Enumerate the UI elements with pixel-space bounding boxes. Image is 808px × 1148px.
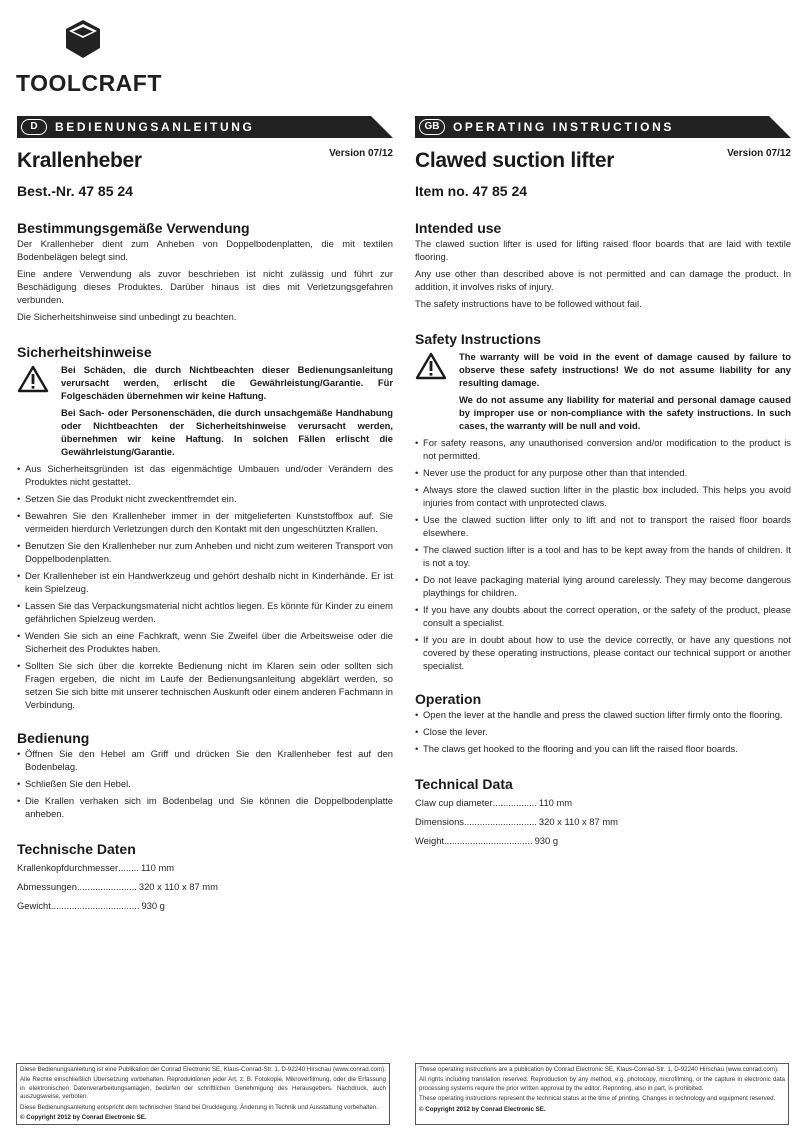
imprint-box-en — [415, 1063, 789, 1125]
product-title-de: Krallenheber — [17, 149, 142, 172]
technical-label: Gewicht — [17, 900, 51, 911]
technical-table-en — [415, 793, 618, 850]
imprint-text-en: All rights including translation reserved. Reproduction by any method, e.g. photocopy, microfilming, or the capture in electronic data processing systems require the prior written approval by the editor. Reprinting, also in part, is prohibited. — [419, 1076, 785, 1092]
technical-value: 930 g — [534, 835, 559, 846]
intended-use-paragraph-en: The safety instructions have to be followed without fail. — [415, 298, 642, 309]
imprint-text-en: These operating instructions are a publication by Conrad Electronic SE, Klaus-Conrad-Str. 1, D-92240 Hirschau (www.conrad.com). — [419, 1066, 779, 1073]
technical-row: Dimensions ............................ 320 x 110 x 87 mm — [415, 812, 565, 831]
technical-label: Weight — [415, 835, 445, 846]
brand-name: TOOLCRAFT — [16, 70, 162, 96]
warning-text-de: Bei Sach- oder Personenschäden, die durch unsachgemäße Handhabung oder Nichtbeachten der Sicherheitshinweise verursacht werden, übernehmen wir keine Haftung. In solchen Fällen erlischt die Gewährleistung/Garantie. — [61, 407, 393, 457]
list-item: • Bewahren Sie den Krallenheber immer in der mitgelieferten Kunststoffbox auf. Sie vermeiden hierdurch Verletzungen durch den Kontakt mit den ungeschützten Krallen. — [17, 509, 393, 535]
german-column — [17, 116, 393, 915]
technical-value: 110 mm — [140, 862, 175, 873]
toolcraft-logo — [16, 18, 162, 98]
banner-label-de: BEDIENUNGSANLEITUNG — [55, 120, 255, 134]
technical-value: 320 x 110 x 87 mm — [138, 881, 218, 892]
imprint-text-de: Diese Bedienungsanleitung ist eine Publikation der Conrad Electronic SE, Klaus-Conrad-Str. 1, D-92240 Hirschau (www.conrad.com). — [20, 1066, 386, 1073]
technical-row: Claw cup diameter ................. 110 mm — [415, 793, 565, 812]
list-item: • Wenden Sie sich an eine Fachkraft, wenn Sie Zweifel über die Arbeitsweise oder die Sicherheit des Produktes haben. — [17, 629, 393, 655]
imprint-text-de: Alle Rechte einschließlich Übersetzung vorbehalten. Reproduktionen jeder Art, z. B. Fotokopie, Mikroverfilmung, oder die Erfassung in elektronischen Datenverarbeitungsanlagen, bedürfen der schriftlichen Genehmigung des Herausgebers. Nachdruck, auch auszugsweise, verboten. — [20, 1076, 386, 1101]
section-banner-de — [17, 116, 393, 138]
technical-row: Gewicht .................................. 930 g — [17, 896, 167, 915]
operation-heading-en: Operation — [415, 691, 482, 707]
intended-use-paragraph-en: Any use other than described above is not permitted and can damage the product. In addition, it involves risks of injury. — [415, 268, 791, 292]
intended-use-paragraph-de: Eine andere Verwendung als zuvor beschrieben ist nicht zulässig und führt zur Beschädigung dieses Produktes. Darüber hinaus ist dies mit Verletzungsgefahren verbunden. — [17, 268, 393, 305]
copyright-en: © Copyright 2012 by Conrad Electronic SE. — [419, 1105, 546, 1113]
item-number-en: Item no. 47 85 24 — [415, 183, 528, 199]
technical-label: Claw cup diameter — [415, 797, 493, 808]
technical-row: Weight .................................. 930 g — [415, 831, 565, 850]
list-item: • The clawed suction lifter is a tool and has to be kept away from the hands of children. It is not a toy. — [415, 543, 791, 569]
language-badge-de: D — [21, 119, 47, 135]
list-item: • Sollten Sie sich über die korrekte Bedienung nicht im Klaren sein oder sollten sich Fragen ergeben, die nicht im Laufe der Bedienungsanleitung abgeklärt werden, so setzen Sie sich bitte mit unserer technischen Auskunft oder einem anderen Fachmann in Verbindung. — [17, 659, 393, 711]
imprint-text-en: These operating instructions represent the technical status at the time of printing. Changes in technology and equipment reserved. — [419, 1095, 776, 1103]
technical-table-de — [17, 858, 218, 915]
list-item: • Öffnen Sie den Hebel am Griff und drücken Sie den Krallenheber fest auf den Bodenbelag. — [17, 747, 393, 773]
list-item: • If you are in doubt about how to use the device correctly, or have any questions not covered by these operating instructions, please contact our technical support or another specialist. — [415, 633, 791, 672]
list-item: • Lassen Sie das Verpackungsmaterial nicht achtlos liegen. Es könnte für Kinder zu einem gefährlichen Spielzeug werden. — [17, 599, 393, 625]
list-item: • Der Krallenheber ist ein Handwerkzeug und gehört deshalb nicht in Kinderhände. Er ist kein Spielzeug. — [17, 569, 393, 595]
warning-block-de — [17, 363, 393, 458]
technical-heading-en: Technical Data — [415, 776, 513, 792]
list-item: • Never use the product for any purpose other than that intended. — [415, 466, 791, 479]
safety-heading-en: Safety Instructions — [415, 331, 542, 347]
version-de: Version 07/12 — [329, 148, 393, 159]
safety-list-de — [17, 462, 393, 711]
section-banner-en — [415, 116, 791, 138]
list-item: • The claws get hooked to the flooring and you can lift the raised floor boards. — [415, 742, 791, 755]
operation-heading-de: Bedienung — [17, 730, 90, 746]
item-number-de: Best.-Nr. 47 85 24 — [17, 183, 133, 199]
warning-text-en: We do not assume any liability for material and personal damage caused by improper use or non-compliance with the safety instructions. In such cases, the warranty will be null and void. — [459, 394, 791, 431]
english-column — [415, 116, 791, 850]
list-item: • Always store the clawed suction lifter in the plastic box included. This helps you avoid injuries from contact with unprotected claws. — [415, 483, 791, 509]
intended-use-paragraph-en: The clawed suction lifter is used for lifting raised floor boards that are laid with textile flooring. — [415, 238, 791, 262]
imprint-box-de — [16, 1063, 390, 1125]
intended-use-heading-en: Intended use — [415, 220, 502, 236]
warning-block-en — [415, 350, 791, 432]
imprint-text-de: Diese Bedienungsanleitung entspricht dem technischen Stand bei Drucklegung. Änderung in Technik und Ausstattung vorbehalten. — [20, 1103, 378, 1111]
banner-label-en: OPERATING INSTRUCTIONS — [453, 120, 674, 134]
technical-label: Dimensions — [415, 816, 464, 827]
version-en: Version 07/12 — [727, 148, 791, 159]
warning-triangle-icon — [17, 365, 49, 393]
language-badge-en: GB — [419, 119, 445, 135]
list-item: • Close the lever. — [415, 725, 791, 738]
warning-triangle-icon — [415, 352, 447, 380]
technical-row: Abmessungen ....................... 320 x 110 x 87 mm — [17, 877, 167, 896]
safety-list-en — [415, 436, 791, 672]
list-item: • For safety reasons, any unauthorised conversion and/or modification to the product is not permitted. — [415, 436, 791, 462]
warning-text-de: Bei Schäden, die durch Nichtbeachten dieser Bedienungsanleitung verursacht werden, erlischt die Gewährleistung/Garantie. Für Folgeschäden übernehmen wir keine Haftung. — [61, 364, 393, 401]
intended-use-paragraph-de: Der Krallenheber dient zum Anheben von Doppelbodenplatten, die mit textilen Bodenbelägen belegt sind. — [17, 238, 393, 262]
toolcraft-hexagon-icon — [62, 18, 104, 60]
list-item: • Do not leave packaging material lying around carelessly. They may become dangerous playthings for children. — [415, 573, 791, 599]
technical-value: 930 g — [141, 900, 165, 911]
list-item: • Use the clawed suction lifter only to lift and not to transport the raised floor boards elsewhere. — [415, 513, 791, 539]
list-item: • Setzen Sie das Produkt nicht zweckentfremdet ein. — [17, 492, 393, 505]
technical-label: Abmessungen — [17, 881, 77, 892]
intended-use-paragraph-de: Die Sicherheitshinweise sind unbedingt zu beachten. — [17, 311, 237, 322]
list-item: • If you have any doubts about the correct operation, or the safety of the product, please consult a specialist. — [415, 603, 791, 629]
technical-label: Krallenkopfdurchmesser — [17, 862, 119, 873]
list-item: • Die Krallen verhaken sich im Bodenbelag und Sie können die Doppelbodenplatte anheben. — [17, 794, 393, 820]
technical-value: 110 mm — [538, 797, 573, 808]
copyright-de: © Copyright 2012 by Conrad Electronic SE. — [20, 1114, 147, 1122]
safety-heading-de: Sicherheitshinweise — [17, 344, 152, 360]
list-item: • Schließen Sie den Hebel. — [17, 777, 393, 790]
intended-use-heading-de: Bestimmungsgemäße Verwendung — [17, 220, 250, 236]
technical-value: 320 x 110 x 87 mm — [538, 816, 618, 827]
list-item: • Aus Sicherheitsgründen ist das eigenmächtige Umbauen und/oder Verändern des Produktes nicht gestattet. — [17, 462, 393, 488]
product-title-en: Clawed suction lifter — [415, 149, 615, 172]
operation-list-en — [415, 708, 791, 755]
list-item: • Benutzen Sie den Krallenheber nur zum Anheben und nicht zum weiteren Transport von Doppelbodenplatten. — [17, 539, 393, 565]
list-item: • Open the lever at the handle and press the clawed suction lifter firmly onto the flooring. — [415, 708, 791, 721]
technical-row: Krallenkopfdurchmesser ........ 110 mm — [17, 858, 167, 877]
operation-list-de — [17, 747, 393, 820]
warning-text-en: The warranty will be void in the event of damage caused by failure to observe these safety instructions! We do not assume liability for any resulting damage. — [459, 351, 791, 388]
technical-heading-de: Technische Daten — [17, 841, 136, 857]
